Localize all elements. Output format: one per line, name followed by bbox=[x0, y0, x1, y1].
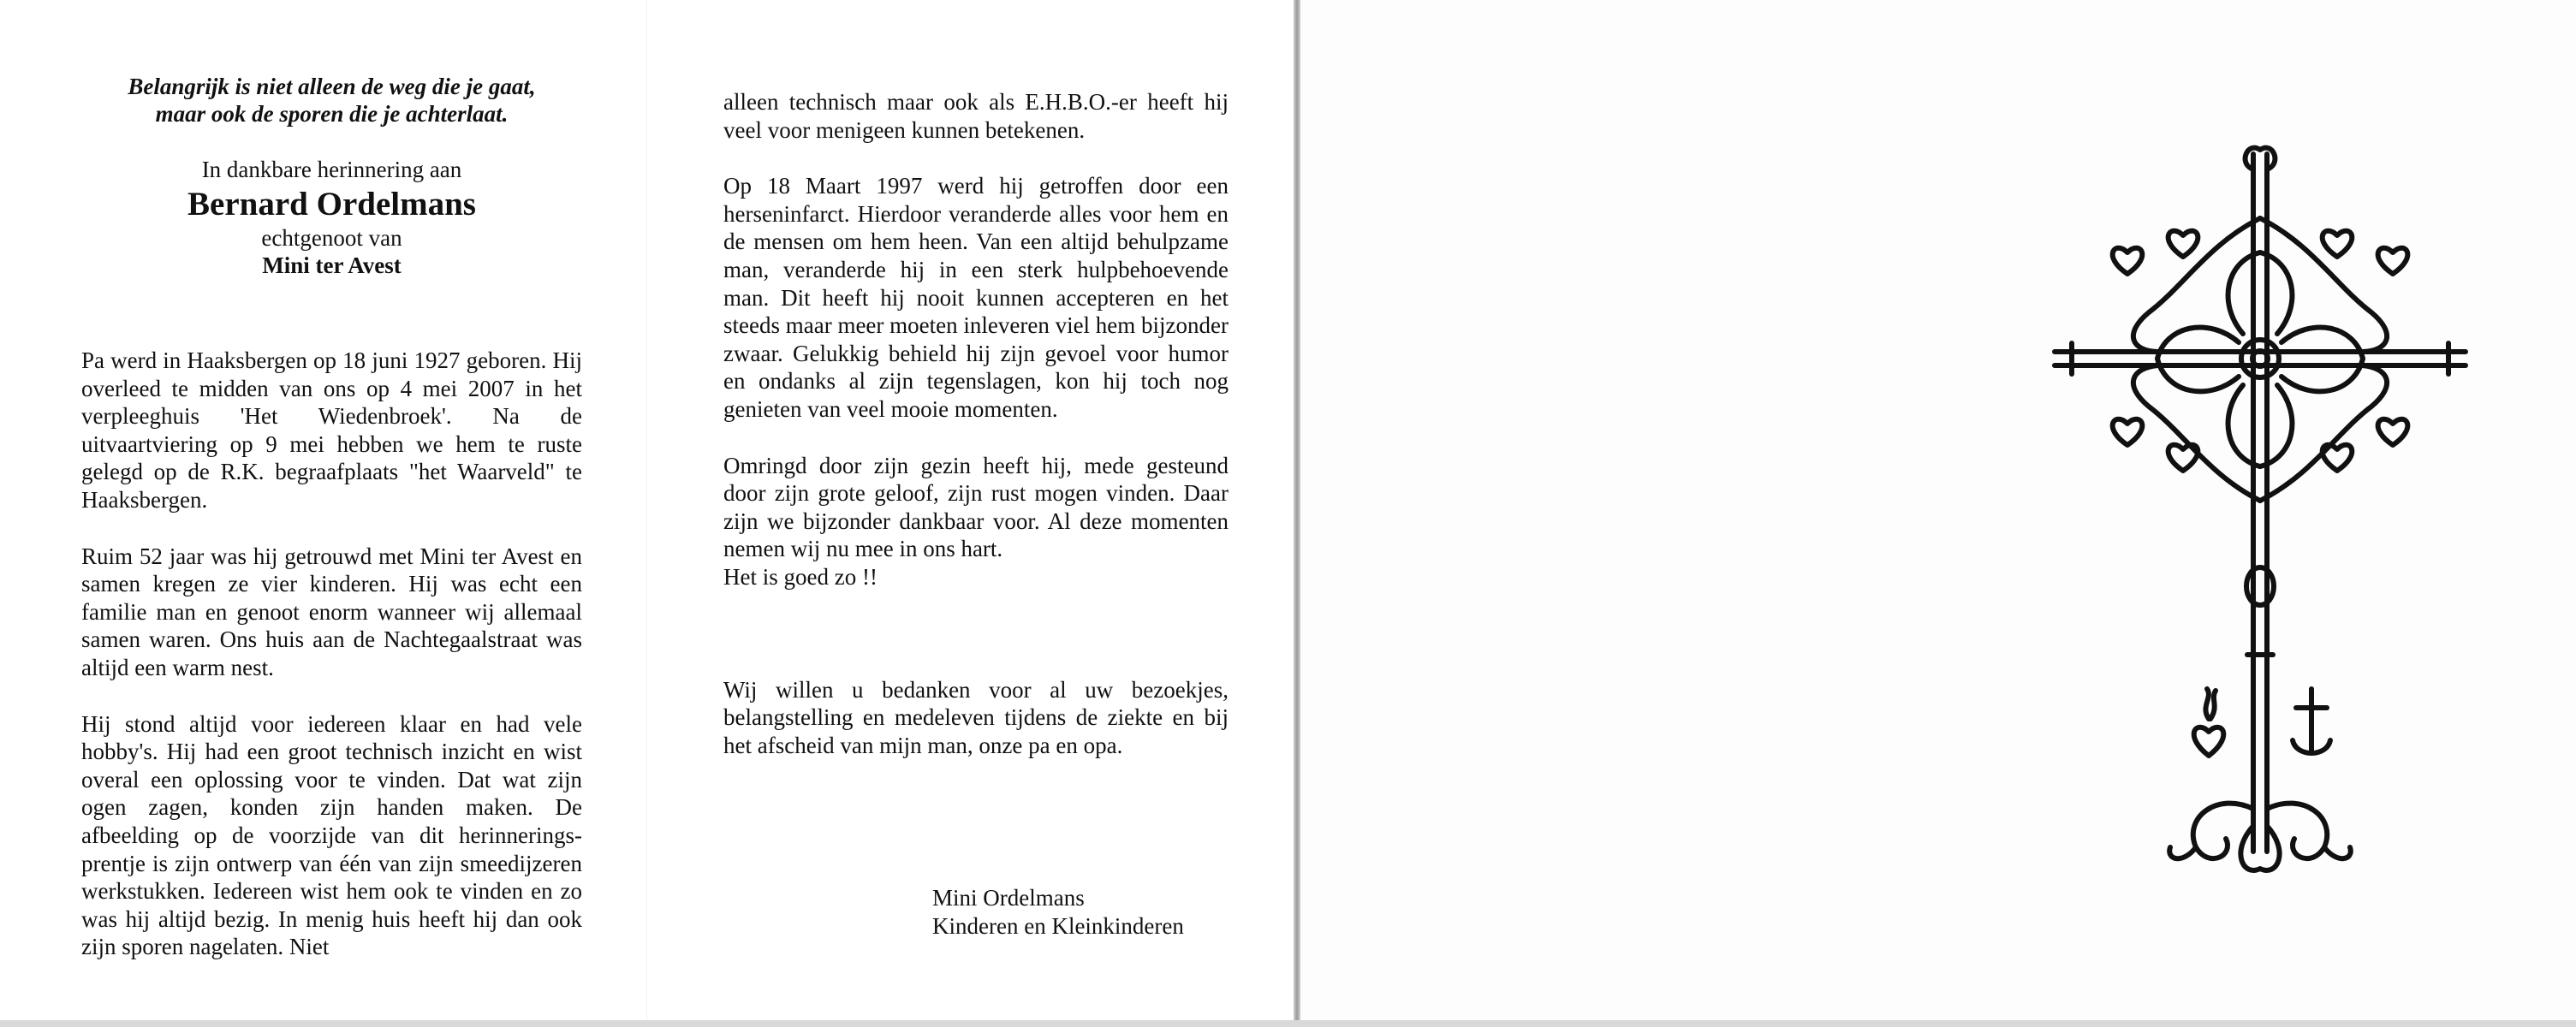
spouse-name: Mini ter Avest bbox=[262, 252, 402, 278]
signature-line-1: Mini Ordelmans bbox=[932, 885, 1085, 911]
signature-line-2: Kinderen en Kleinkinderen bbox=[932, 912, 1184, 939]
paragraph-birth: Pa werd in Haaksbergen op 18 juni 1927 geboren. Hij overleed te midden van ons op 4 mei 2007 in het verpleeghuis 'Het Wiedenbroek'. Na de uitvaartviering op 9 mei hebben we hem te ruste gelegd op de R.K. begraafplaats "het Waarveld" te Haaksbergen. bbox=[81, 347, 582, 513]
deceased-name: Bernard Ordelmans bbox=[187, 186, 476, 223]
left-column bbox=[81, 347, 582, 989]
paragraph-illness: Op 18 Maart 1997 werd hij getroffen door een herseninfarct. Hierdoor veranderde alles voor hem en de mensen om hem heen. Van een altijd behulpzame man, veranderde hij in een sterk hulpbehoevende man. Dit heeft hij nooit kunnen accepteren en het steeds maar meer moeten inleveren viel hem bijzonder zwaar. Gelukkig behield hij zijn gevoel voor humor en ondanks al zijn tegenslagen, kon hij toch nog genieten van veel mooie momenten. bbox=[723, 173, 1229, 422]
card-inner-spread bbox=[0, 0, 1294, 1020]
scan-bottom-edge bbox=[0, 1020, 2576, 1027]
middle-column bbox=[723, 88, 1229, 787]
paragraph-marriage: Ruim 52 jaar was hij getrouwd met Mini ter Avest en samen kregen ze vier kinderen. Hij was echt een familie man en genoot enorm wanneer wij allemaal samen waren. Ons huis aan de Nachtegaalstraat was altijd een warm nest. bbox=[81, 543, 582, 680]
fold-line bbox=[646, 0, 647, 1020]
card-heading bbox=[81, 73, 582, 279]
wrought-iron-cross-icon bbox=[2046, 141, 2474, 911]
paragraph-hobbies: Hij stond altijd voor iedereen klaar en had vele hobby's. Hij had een groot technisch inzicht en wist overal een oplossing voor te vinden. Dat wat zijn ogen zagen, konden zijn handen maken. De afbeelding op de voorzijde van dit herinnerings-prentje is zijn ontwerp van één van zijn smeedijzeren werkstukken. Iedereen wist hem ook te vinden en zo was hij altijd bezig. In menig huis heeft hij dan ook zijn sporen nagelaten. Niet bbox=[81, 710, 582, 960]
paragraph-faith: Omringd door zijn gezin heeft hij, mede gesteund door zijn grote geloof, zijn rust mogen vinden. Daar zijn we bijzonder dankbaar voor. Al deze momenten nemen wij nu mee in ons hart. bbox=[723, 452, 1229, 562]
signature-block bbox=[932, 884, 1184, 940]
motto-line-1: Belangrijk is niet alleen de weg die je gaat, bbox=[128, 74, 536, 99]
closing-line: Het is goed zo !! bbox=[723, 563, 878, 590]
motto-line-2: maar ook de sporen die je achterlaat. bbox=[155, 101, 509, 127]
paragraph-ehbo: alleen technisch maar ook als E.H.B.O.-er heeft hij veel voor menigeen kunnen betekenen. bbox=[723, 89, 1229, 143]
card-gap bbox=[1294, 0, 1300, 1027]
spouse-label: echtgenoot van bbox=[261, 225, 402, 251]
intro-text: In dankbare herinnering aan bbox=[201, 157, 462, 182]
paragraph-thanks: Wij willen u bedanken voor al uw bezoekjes, belangstelling en medeleven tijdens de ziekte en bij het afscheid van mijn man, onze pa en opa. bbox=[723, 676, 1229, 758]
